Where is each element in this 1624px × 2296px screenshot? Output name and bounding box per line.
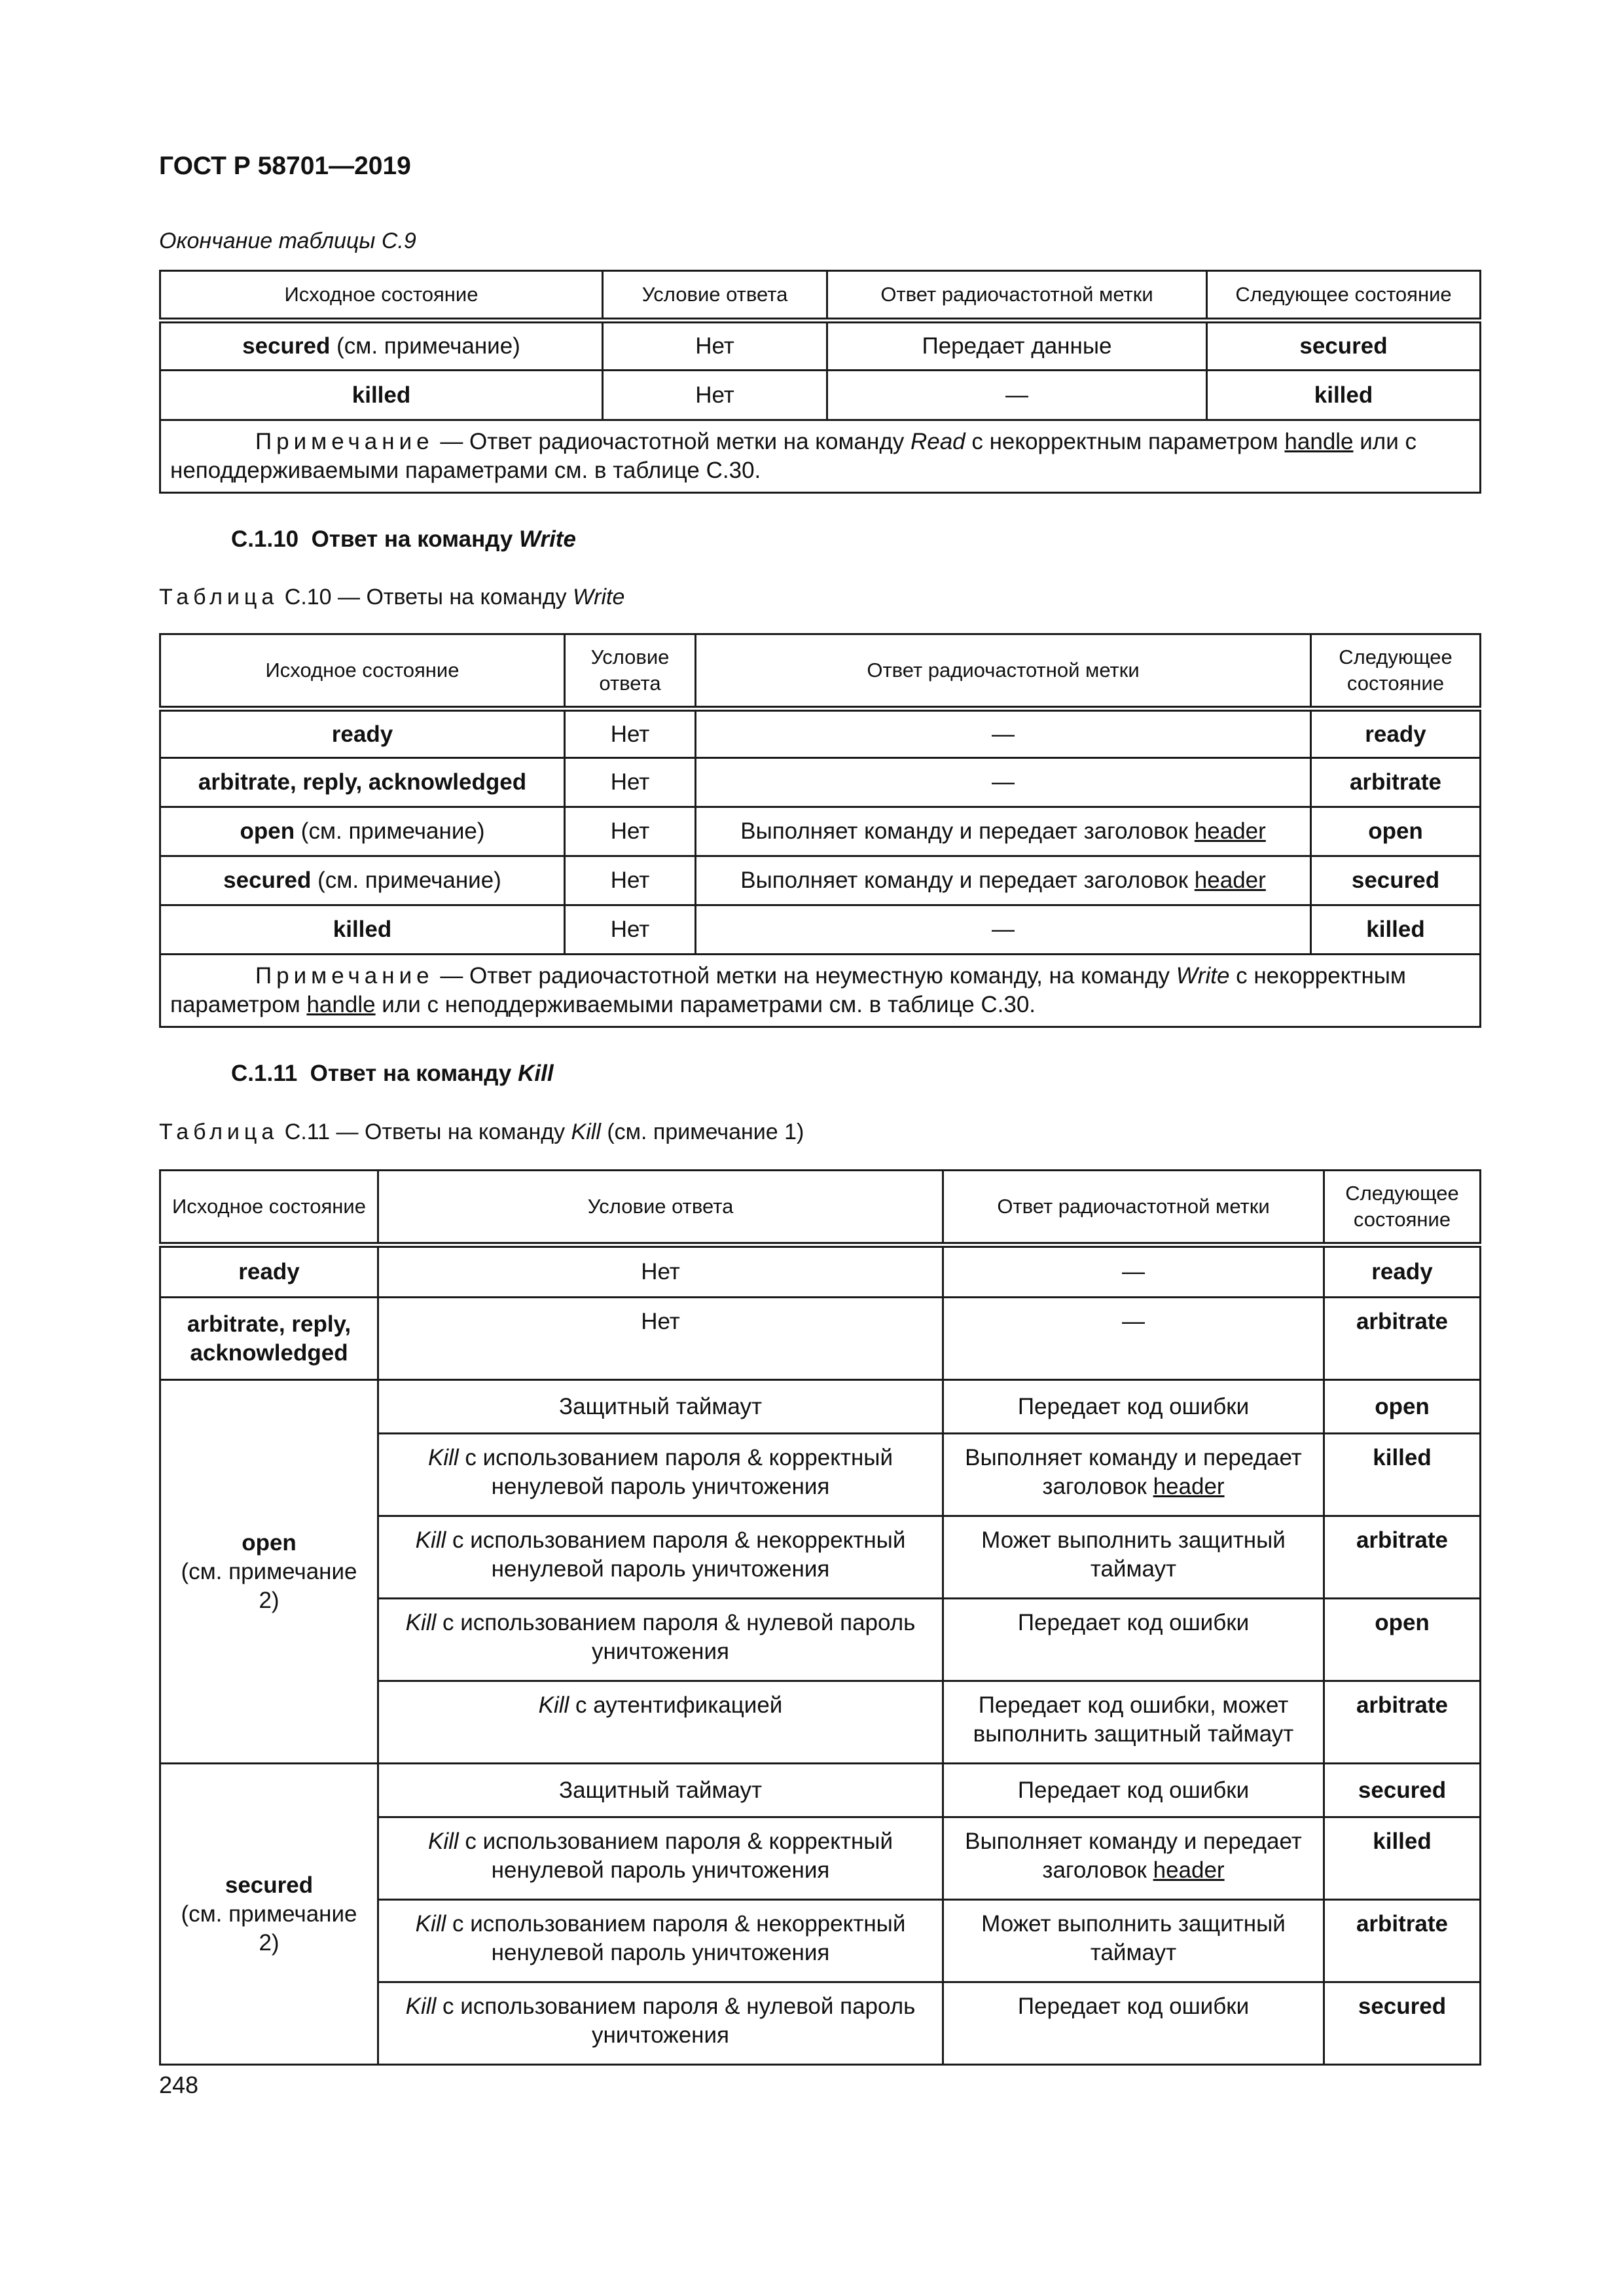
table-caption — [159, 585, 624, 610]
response-cell: Передает код ошибки — [943, 1982, 1324, 2065]
next-state-cell: arbitrate — [1324, 1516, 1481, 1599]
table-caption — [159, 1120, 804, 1145]
next-state-cell: arbitrate — [1311, 758, 1481, 807]
response-cell: Может выполнить защитный таймаут — [943, 1900, 1324, 1982]
condition-cell — [378, 1434, 943, 1516]
state-group-cell — [160, 1380, 378, 1764]
response-cell: — — [696, 905, 1311, 955]
state-name: secured — [242, 333, 331, 359]
condition-cell: Нет — [565, 856, 696, 905]
condition-text: с использованием пароля & некорректный ненулевой пароль уничтожения — [446, 1911, 906, 1965]
next-state-cell: arbitrate — [1324, 1900, 1481, 1982]
header-term: header — [1194, 867, 1266, 893]
state-cell: ready — [160, 709, 565, 758]
next-state-cell: open — [1311, 807, 1481, 856]
state-name: secured — [225, 1872, 314, 1898]
state-note: (см. примечание) — [311, 867, 501, 893]
command-name: Kill — [415, 1911, 446, 1937]
next-state-cell: secured — [1324, 1764, 1481, 1817]
condition-cell — [378, 1516, 943, 1599]
condition-cell: Защитный таймаут — [378, 1764, 943, 1817]
condition-cell: Нет — [565, 807, 696, 856]
command-name: Kill — [571, 1120, 601, 1144]
note-text: с некорректным параметром — [170, 963, 1406, 1017]
section-number: С.1.11 — [231, 1061, 298, 1086]
condition-cell: Нет — [378, 1298, 943, 1380]
state-cell: ready — [160, 1245, 378, 1298]
response-text: Выполняет команду и передает заголовок — [965, 1445, 1302, 1499]
state-cell: killed — [160, 905, 565, 955]
response-cell — [943, 1817, 1324, 1900]
table-row — [160, 1380, 1481, 1434]
next-state-cell: open — [1324, 1599, 1481, 1681]
next-state-cell: killed — [1311, 905, 1481, 955]
parameter-name: handle — [1284, 429, 1354, 454]
note-text: — Ответ радиочастотной метки на команду — [433, 429, 911, 454]
state-note: (см. примечание) — [295, 818, 485, 844]
command-name: Kill — [428, 1445, 459, 1470]
response-cell — [696, 807, 1311, 856]
table-row — [160, 371, 1481, 420]
column-header: Следующее состояние — [1311, 634, 1481, 709]
condition-cell: Нет — [565, 709, 696, 758]
response-cell: — — [696, 709, 1311, 758]
table-c11 — [159, 1169, 1481, 2066]
condition-cell — [378, 1982, 943, 2065]
next-state-cell: killed — [1207, 371, 1481, 420]
condition-cell — [378, 1900, 943, 1982]
section-heading — [231, 1061, 554, 1087]
command-name: Read — [910, 429, 965, 454]
response-cell — [943, 1434, 1324, 1516]
condition-text: с аутентификацией — [569, 1692, 783, 1718]
column-header: Следующее состояние — [1324, 1171, 1481, 1245]
response-cell: Передает код ошибки, может выполнить защитный таймаут — [943, 1681, 1324, 1764]
parameter-name: handle — [306, 992, 376, 1017]
table9-continuation-caption: Окончание таблицы С.9 — [159, 228, 416, 253]
column-header: Ответ радиочастотной метки — [696, 634, 1311, 709]
state-name: open — [242, 1529, 297, 1556]
state-cell — [160, 321, 603, 371]
column-header: Исходное состояние — [160, 271, 603, 321]
condition-cell — [378, 1681, 943, 1764]
table-note-row — [160, 955, 1481, 1027]
command-name: Write — [1176, 963, 1230, 989]
column-header: Ответ радиочастотной метки — [943, 1171, 1324, 1245]
response-cell: Передает код ошибки — [943, 1380, 1324, 1434]
next-state-cell: arbitrate — [1324, 1681, 1481, 1764]
note-text: — Ответ радиочастотной метки на неуместную команду, на команду — [433, 963, 1176, 989]
command-name: Kill — [538, 1692, 569, 1718]
caption-label: Таблица — [159, 1120, 279, 1144]
caption-label: Таблица — [159, 585, 279, 610]
table-c9 — [159, 270, 1481, 494]
section-heading — [231, 526, 576, 553]
caption-text: С.10 — Ответы на команду — [278, 585, 573, 610]
response-cell: — — [696, 758, 1311, 807]
command-name: Kill — [518, 1061, 554, 1086]
state-note: (см. примечание 2) — [181, 1901, 357, 1956]
section-title: Ответ на команду — [310, 1061, 518, 1086]
table-note-row — [160, 420, 1481, 493]
condition-cell: Нет — [378, 1245, 943, 1298]
condition-cell: Нет — [565, 758, 696, 807]
command-name: Kill — [415, 1527, 446, 1553]
response-text: Выполняет команду и передает заголовок — [740, 867, 1195, 893]
table-row — [160, 1298, 1481, 1380]
state-group-cell — [160, 1764, 378, 2065]
state-cell — [160, 807, 565, 856]
document-title: ГОСТ Р 58701—2019 — [159, 152, 411, 180]
response-cell: Передает код ошибки — [943, 1599, 1324, 1681]
table-note — [160, 955, 1481, 1027]
command-name: Kill — [405, 1610, 437, 1635]
note-text: или с неподдерживаемыми параметрами см. в таблице С.30. — [375, 992, 1036, 1017]
state-cell: killed — [160, 371, 603, 420]
command-name: Write — [573, 585, 625, 610]
header-term: header — [1153, 1474, 1225, 1499]
note-label: Примечание — [255, 963, 434, 989]
condition-text: с использованием пароля & корректный ненулевой пароль уничтожения — [458, 1829, 893, 1883]
next-state-cell: killed — [1324, 1434, 1481, 1516]
table-row — [160, 758, 1481, 807]
table-row — [160, 905, 1481, 955]
next-state-cell: secured — [1311, 856, 1481, 905]
table-row — [160, 807, 1481, 856]
response-text: Выполняет команду и передает заголовок — [965, 1829, 1302, 1883]
response-cell: — — [827, 371, 1207, 420]
table-row — [160, 856, 1481, 905]
response-cell: Передает код ошибки — [943, 1764, 1324, 1817]
note-text: или с неподдерживаемыми параметрами см. в таблице С.30. — [170, 429, 1417, 483]
response-cell: — — [943, 1245, 1324, 1298]
state-cell: arbitrate, reply, acknowledged — [160, 758, 565, 807]
next-state-cell: open — [1324, 1380, 1481, 1434]
state-note: (см. примечание) — [330, 333, 520, 359]
next-state-cell: secured — [1207, 321, 1481, 371]
header-term: header — [1194, 818, 1266, 844]
column-header: Условие ответа — [603, 271, 827, 321]
column-header: Исходное состояние — [160, 1171, 378, 1245]
command-name: Kill — [428, 1829, 459, 1854]
condition-cell — [378, 1599, 943, 1681]
caption-text: (см. примечание 1) — [600, 1120, 804, 1144]
next-state-cell: killed — [1324, 1817, 1481, 1900]
condition-cell: Защитный таймаут — [378, 1380, 943, 1434]
section-title: Ответ на команду — [311, 526, 520, 552]
command-name: Write — [519, 526, 576, 552]
table-row — [160, 1764, 1481, 1817]
section-number: С.1.10 — [231, 526, 299, 552]
condition-cell: Нет — [603, 321, 827, 371]
column-header: Следующее состояние — [1207, 271, 1481, 321]
next-state-cell: ready — [1324, 1245, 1481, 1298]
table-row — [160, 321, 1481, 371]
note-label: Примечание — [255, 429, 434, 454]
condition-text: с использованием пароля & нулевой пароль уничтожения — [436, 1994, 916, 2048]
column-header: Условие ответа — [378, 1171, 943, 1245]
note-text: с некорректным параметром — [965, 429, 1285, 454]
state-cell — [160, 856, 565, 905]
column-header: Условие ответа — [565, 634, 696, 709]
next-state-cell: arbitrate — [1324, 1298, 1481, 1380]
condition-text: с использованием пароля & нулевой пароль уничтожения — [436, 1610, 916, 1664]
condition-cell: Нет — [603, 371, 827, 420]
state-note: (см. примечание 2) — [181, 1558, 357, 1613]
response-cell: Может выполнить защитный таймаут — [943, 1516, 1324, 1599]
condition-text: с использованием пароля & некорректный ненулевой пароль уничтожения — [446, 1527, 906, 1582]
column-header: Исходное состояние — [160, 634, 565, 709]
condition-text: с использованием пароля & корректный ненулевой пароль уничтожения — [458, 1445, 893, 1499]
caption-text: С.11 — Ответы на команду — [278, 1120, 571, 1144]
response-text: Выполняет команду и передает заголовок — [740, 818, 1195, 844]
next-state-cell: ready — [1311, 709, 1481, 758]
state-name: open — [240, 818, 295, 844]
table-note — [160, 420, 1481, 493]
response-cell: Передает данные — [827, 321, 1207, 371]
next-state-cell: secured — [1324, 1982, 1481, 2065]
response-cell — [696, 856, 1311, 905]
table-row — [160, 1245, 1481, 1298]
table-c10 — [159, 633, 1481, 1028]
table-row — [160, 709, 1481, 758]
state-name: secured — [223, 867, 312, 893]
response-cell: — — [943, 1298, 1324, 1380]
condition-cell: Нет — [565, 905, 696, 955]
column-header: Ответ радиочастотной метки — [827, 271, 1207, 321]
header-term: header — [1153, 1857, 1225, 1883]
command-name: Kill — [405, 1994, 437, 2019]
condition-cell — [378, 1817, 943, 1900]
page-number: 248 — [159, 2071, 199, 2098]
state-cell: arbitrate, reply, acknowledged — [160, 1298, 378, 1380]
